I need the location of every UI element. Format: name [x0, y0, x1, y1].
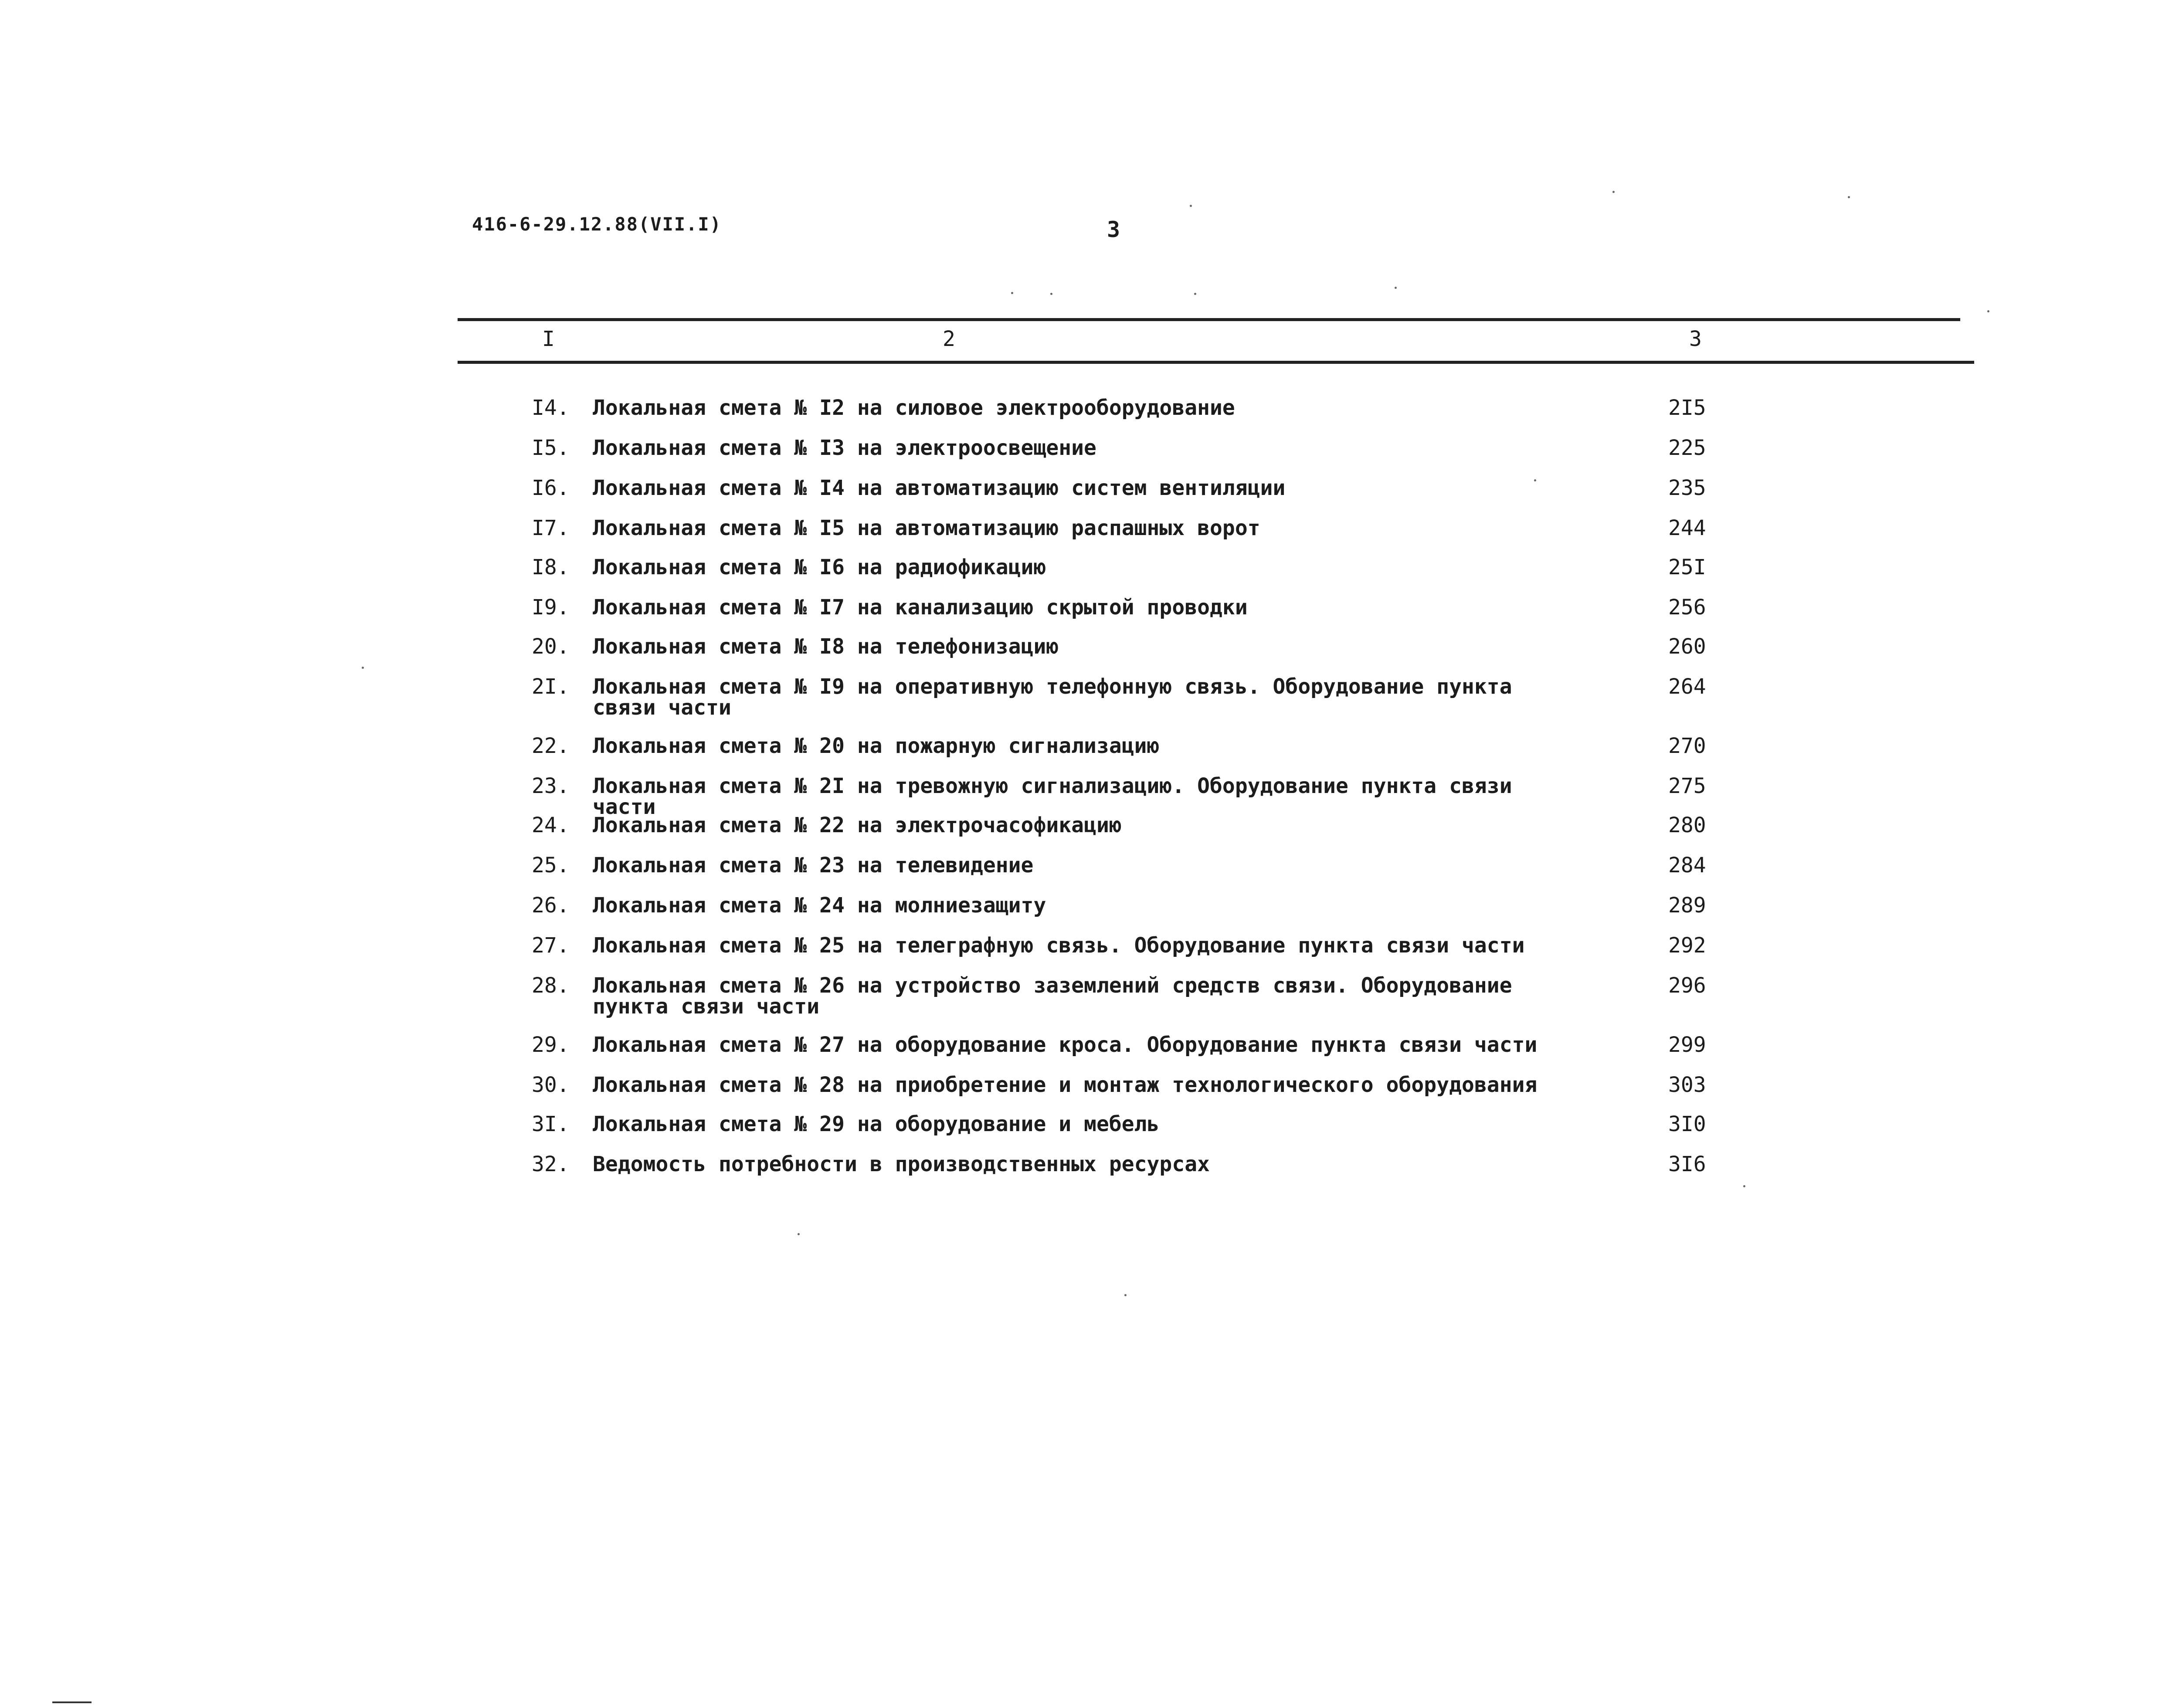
row-title: Локальная смета № I4 на автоматизацию систем вентиляции	[593, 476, 1286, 500]
row-page: 284	[1668, 853, 1706, 878]
scan-speck	[1011, 292, 1013, 294]
row-number: 22.	[532, 734, 570, 758]
row-number: 23.	[532, 774, 570, 798]
row-number: I8.	[532, 555, 570, 580]
column-header-1: I	[542, 327, 555, 351]
row-number: 30.	[532, 1073, 570, 1097]
row-page: 289	[1668, 893, 1706, 918]
scan-speck	[1612, 191, 1615, 193]
scan-speck	[1743, 1185, 1745, 1187]
row-title: Локальная смета № I3 на электроосвещение	[593, 436, 1096, 460]
column-header-3: 3	[1689, 327, 1702, 351]
row-number: 2I.	[532, 674, 570, 699]
row-title: Локальная смета № 26 на устройство заземлений средств связи. Оборудование пункта связи части	[593, 973, 1512, 1019]
row-title: Локальная смета № 28 на приобретение и монтаж технологического оборудования	[593, 1073, 1538, 1097]
row-title: Локальная смета № I7 на канализацию скрытой проводки	[593, 595, 1248, 620]
table-top-rule	[458, 318, 1960, 321]
row-number: 25.	[532, 853, 570, 878]
document-code: 416-6-29.12.88(VII.I)	[472, 214, 722, 235]
row-title: Локальная смета № 29 на оборудование и мебель	[593, 1112, 1160, 1136]
row-page: 25I	[1668, 555, 1706, 580]
row-title: Локальная смета № I8 на телефонизацию	[593, 634, 1059, 659]
row-number: I9.	[532, 595, 570, 620]
row-page: 275	[1668, 774, 1706, 798]
scan-speck	[362, 667, 364, 669]
row-page: 235	[1668, 476, 1706, 500]
row-number: 28.	[532, 973, 570, 998]
row-page: 2I5	[1668, 396, 1706, 420]
row-title: Локальная смета № 22 на электрочасофикацию	[593, 813, 1122, 837]
scan-edge-mark	[52, 1701, 92, 1703]
row-title: Локальная смета № I5 на автоматизацию распашных ворот	[593, 516, 1260, 540]
row-page: 296	[1668, 973, 1706, 998]
row-title: Локальная смета № 23 на телевидение	[593, 853, 1034, 878]
row-number: I7.	[532, 516, 570, 540]
row-number: 32.	[532, 1152, 570, 1176]
row-page: 264	[1668, 674, 1706, 699]
row-number: 3I.	[532, 1112, 570, 1136]
row-page: 260	[1668, 634, 1706, 659]
row-page: 280	[1668, 813, 1706, 837]
row-number: 27.	[532, 933, 570, 958]
row-number: I4.	[532, 396, 570, 420]
row-page: 303	[1668, 1073, 1706, 1097]
row-title: Локальная смета № 25 на телеграфную связь. Оборудование пункта связи части	[593, 933, 1525, 958]
table-header-rule	[458, 361, 1974, 364]
row-page: 3I0	[1668, 1112, 1706, 1136]
scan-speck	[798, 1233, 800, 1235]
row-title: Локальная смета № 20 на пожарную сигнализацию	[593, 734, 1160, 758]
row-title: Локальная смета № I2 на силовое электрооборудование	[593, 396, 1235, 420]
scan-speck	[1848, 196, 1850, 198]
row-page: 270	[1668, 734, 1706, 758]
row-number: 20.	[532, 634, 570, 659]
row-number: I5.	[532, 436, 570, 460]
row-page: 292	[1668, 933, 1706, 958]
row-page: 225	[1668, 436, 1706, 460]
row-page: 299	[1668, 1033, 1706, 1057]
row-title: Локальная смета № I9 на оперативную телефонную связь. Оборудование пункта связи части	[593, 674, 1512, 720]
row-title: Локальная смета № 24 на молниезащиту	[593, 893, 1046, 918]
row-page: 256	[1668, 595, 1706, 620]
row-number: I6.	[532, 476, 570, 500]
row-number: 26.	[532, 893, 570, 918]
column-header-2: 2	[943, 327, 955, 351]
row-page: 3I6	[1668, 1152, 1706, 1176]
scan-speck	[1395, 287, 1397, 289]
scan-speck	[1124, 1294, 1127, 1296]
scan-speck	[1534, 479, 1536, 481]
row-title: Локальная смета № 27 на оборудование кроса. Оборудование пункта связи части	[593, 1033, 1538, 1057]
row-title: Локальная смета № 2I на тревожную сигнализацию. Оборудование пункта связи части	[593, 774, 1512, 819]
scan-speck	[1194, 293, 1196, 295]
row-title: Ведомость потребности в производственных ресурсах	[593, 1152, 1210, 1176]
row-title: Локальная смета № I6 на радиофикацию	[593, 555, 1046, 580]
row-number: 29.	[532, 1033, 570, 1057]
scan-speck	[1190, 205, 1192, 207]
scan-speck	[1987, 310, 1989, 312]
scan-speck	[1050, 293, 1052, 295]
row-page: 244	[1668, 516, 1706, 540]
page-number: 3	[1107, 217, 1120, 242]
row-number: 24.	[532, 813, 570, 837]
